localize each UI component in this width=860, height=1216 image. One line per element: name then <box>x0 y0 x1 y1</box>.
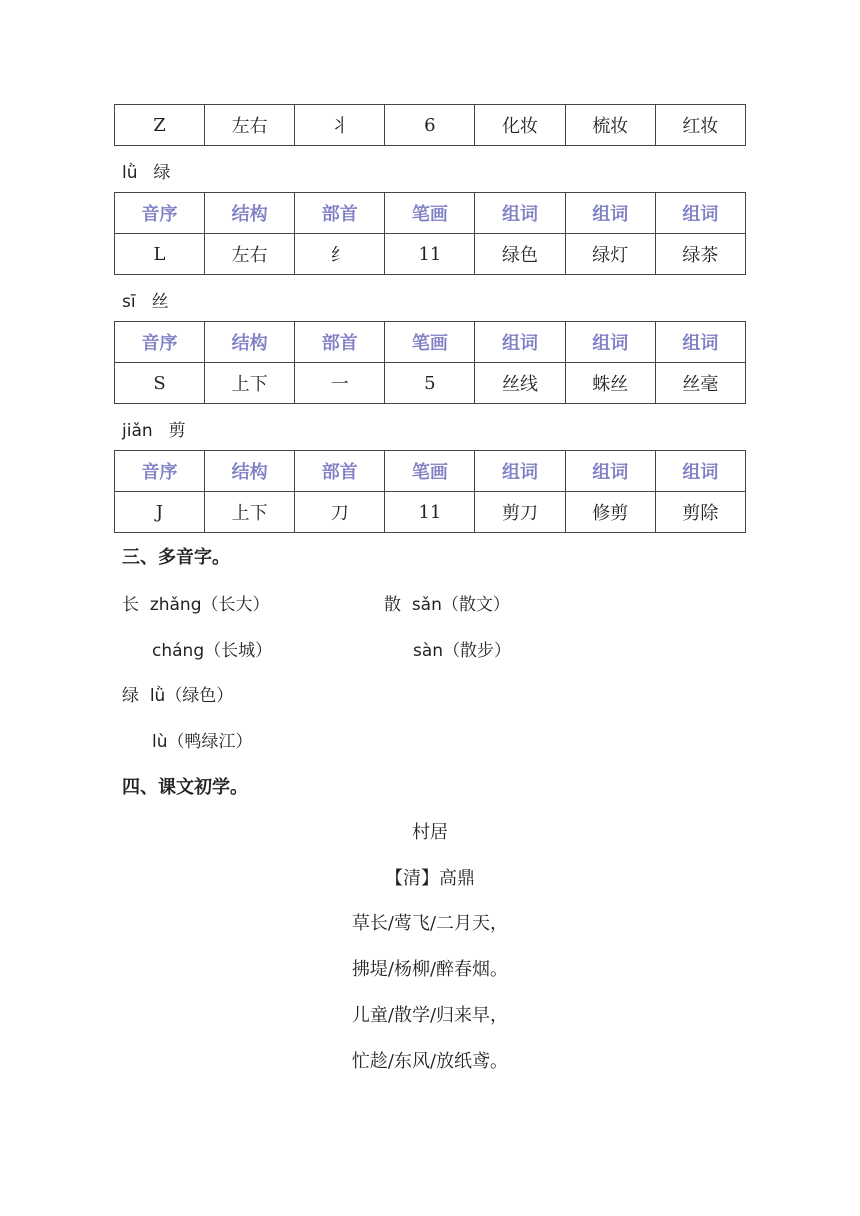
polyphone-char: 散 <box>384 595 401 615</box>
table-header-cell: 组词 <box>565 193 655 234</box>
polyphone-word: （散文） <box>441 595 510 615</box>
polyphone-word: （长城） <box>204 641 273 661</box>
table-cell: J <box>115 492 205 533</box>
table-cell: 5 <box>385 363 475 404</box>
table-cell: 绿灯 <box>565 234 655 275</box>
poem-line: 拂堤/杨柳/醉春烟。 <box>351 959 509 980</box>
polyphone-pinyin: zhǎng <box>149 595 202 615</box>
polyphone-word: （鸭绿江） <box>167 732 253 752</box>
table-header-cell: 组词 <box>475 322 565 363</box>
polyphone-pinyin: lù <box>152 732 168 752</box>
section-title-polyphones: 三、多音字。 <box>122 547 230 568</box>
table-header-cell: 结构 <box>205 193 295 234</box>
table-header-cell: 结构 <box>205 322 295 363</box>
table-cell: 一 <box>295 363 385 404</box>
entry-char: 丝 <box>151 292 169 312</box>
polyphone-pinyin: cháng <box>152 641 205 661</box>
table-header-row <box>115 322 746 363</box>
polyphone-char: 绿 <box>122 686 139 706</box>
poem-line: 忙趁/东风/放纸鸢。 <box>351 1051 509 1072</box>
table-row <box>115 105 746 146</box>
polyphone-pinyin: sàn <box>413 641 444 661</box>
poem-author: 【清】高鼎 <box>385 868 475 889</box>
table-cell: 化妆 <box>475 105 565 146</box>
table-header-cell: 部首 <box>295 322 385 363</box>
table-cell: 修剪 <box>565 492 655 533</box>
table-header-cell: 组词 <box>655 322 745 363</box>
polyphone-item <box>122 681 233 706</box>
char-table-si <box>114 321 746 404</box>
table-header-cell: 组词 <box>655 193 745 234</box>
char-table-zhuang <box>114 104 746 146</box>
table-cell: 绿色 <box>475 234 565 275</box>
polyphone-word: （绿色） <box>165 686 234 706</box>
table-header-cell: 笔画 <box>385 451 475 492</box>
table-cell: 剪刀 <box>475 492 565 533</box>
polyphone-item <box>152 636 272 661</box>
table-row <box>115 363 746 404</box>
section-title-text-study: 四、课文初学。 <box>122 777 248 798</box>
polyphone-pinyin: lǜ <box>149 686 166 706</box>
entry-pinyin: lǜ <box>122 163 138 183</box>
table-cell: 剪除 <box>655 492 745 533</box>
table-cell: L <box>115 234 205 275</box>
table-row <box>115 492 746 533</box>
table-header-cell: 笔画 <box>385 193 475 234</box>
table-cell: 丬 <box>295 105 385 146</box>
table-cell: 纟 <box>295 234 385 275</box>
table-header-cell: 部首 <box>295 451 385 492</box>
table-header-cell: 部首 <box>295 193 385 234</box>
entry-pinyin: sī <box>122 292 136 312</box>
entry-heading-lv <box>122 158 171 183</box>
poem-line: 儿童/散学/归来早， <box>351 1005 509 1026</box>
polyphone-word: （散步） <box>443 641 512 661</box>
table-header-cell: 组词 <box>565 322 655 363</box>
table-cell: 左右 <box>205 234 295 275</box>
table-header-cell: 组词 <box>655 451 745 492</box>
char-table-jian <box>114 450 746 533</box>
table-cell: 左右 <box>205 105 295 146</box>
table-cell: 丝毫 <box>655 363 745 404</box>
table-header-cell: 音序 <box>115 451 205 492</box>
char-table-lv <box>114 192 746 275</box>
entry-char: 绿 <box>153 163 171 183</box>
poem-line: 草长/莺飞/二月天， <box>351 913 509 934</box>
entry-pinyin: jiǎn <box>122 421 153 441</box>
table-header-cell: 组词 <box>565 451 655 492</box>
polyphone-pinyin: sǎn <box>411 595 442 615</box>
polyphone-word: （长大） <box>201 595 270 615</box>
table-cell: S <box>115 363 205 404</box>
table-row <box>115 234 746 275</box>
polyphone-item <box>122 590 270 615</box>
table-header-cell: 音序 <box>115 322 205 363</box>
polyphone-item <box>384 590 510 615</box>
entry-heading-jian <box>122 416 186 441</box>
entry-heading-si <box>122 287 169 312</box>
table-header-cell: 组词 <box>475 451 565 492</box>
polyphone-item <box>152 727 253 752</box>
table-header-cell: 音序 <box>115 193 205 234</box>
table-cell: 绿茶 <box>655 234 745 275</box>
poem-title: 村居 <box>412 822 448 843</box>
table-cell: 梳妆 <box>565 105 655 146</box>
table-cell: 上下 <box>205 492 295 533</box>
table-cell: 11 <box>385 492 475 533</box>
table-cell: 11 <box>385 234 475 275</box>
entry-char: 剪 <box>168 421 186 441</box>
table-header-row <box>115 451 746 492</box>
table-header-cell: 组词 <box>475 193 565 234</box>
table-cell: 蛛丝 <box>565 363 655 404</box>
table-header-cell: 结构 <box>205 451 295 492</box>
table-cell: 丝线 <box>475 363 565 404</box>
table-cell: 红妆 <box>655 105 745 146</box>
table-cell: 上下 <box>205 363 295 404</box>
table-cell: 刀 <box>295 492 385 533</box>
polyphone-item <box>413 636 511 661</box>
table-header-cell: 笔画 <box>385 322 475 363</box>
polyphone-char: 长 <box>122 595 139 615</box>
table-header-row <box>115 193 746 234</box>
table-cell: Z <box>115 105 205 146</box>
table-cell: 6 <box>385 105 475 146</box>
